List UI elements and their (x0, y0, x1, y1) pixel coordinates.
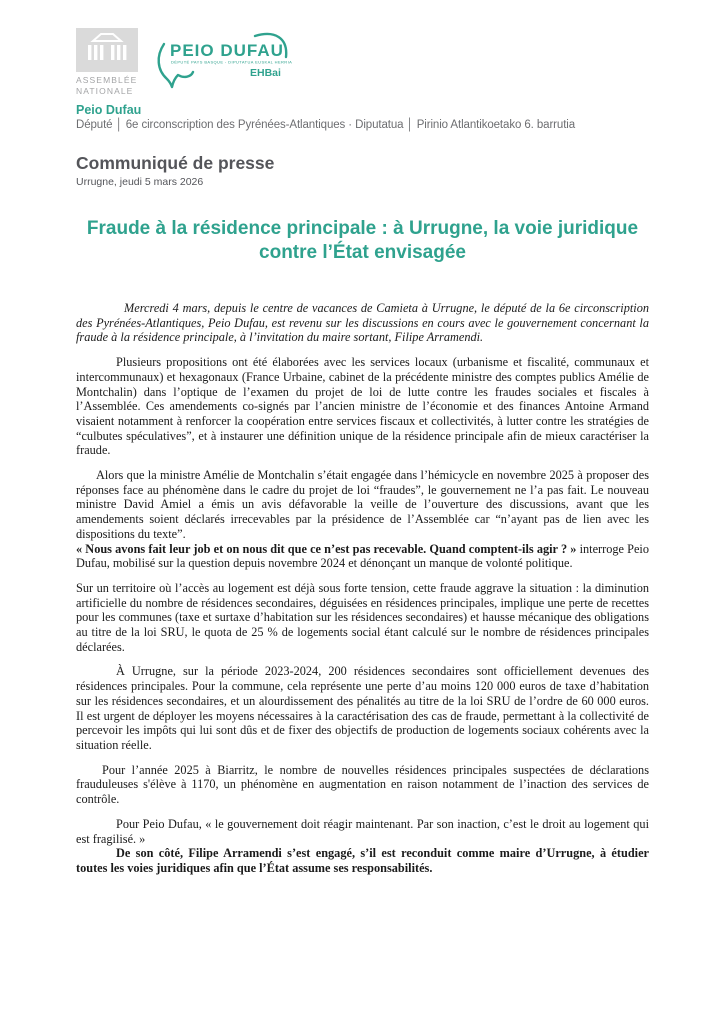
paragraph (76, 664, 649, 752)
header (0, 0, 725, 188)
paragraph-run: De son côté, Filipe Arramendi s’est engagé, s’il est reconduit comme maire d’Urrugne, à étudier toutes les voies juridiques afin que l’État assume ses responsabilités. (76, 846, 649, 875)
author-role: Député │ 6e circonscription des Pyrénées-Atlantiques · Diputatua │ Pirinio Atlantikoetako 6. barrutia (76, 119, 576, 131)
paragraph-run: Sur un territoire où l’accès au logement est déjà sous forte tension, cette fraude aggrave la situation : la diminution artificielle du nombre de résidences secondaires, déguisées en résidences principales, implique une perte de recettes pour les communes (taxe et surtaxe d’habitation sur les résidences secondaires) et hausse mécanique des obligations au titre de la loi SRU, le quota de 25 % de logements social étant calculé sur le nombre de résidences principales déclarées. (76, 580, 649, 654)
author-block (76, 103, 649, 132)
dateline: Urrugne, jeudi 5 mars 2026 (76, 176, 204, 188)
paragraph-run: Alors que la ministre Amélie de Montchalin s’était engagée dans l’hémicycle en novembre 2025 à proposer des réponses face au phénomène dans le cadre du projet de loi “fraudes”, le gouvernement ne l’a pas fait. Le nouveau ministre David Amiel a émis un avis défavorable la veille de l’ouverture des discussions, avant que les amendements soient déclarés irrecevables par la présidence de l’Assemblée car “n’ayant pas de lien avec les dispositions du texte”. (76, 468, 649, 541)
assemblee-nationale-wordmark (76, 75, 142, 96)
paragraph (76, 542, 649, 571)
paragraph-run: À Urrugne, sur la période 2023-2024, 200 résidences secondaires sont officiellement devenues des résidences principales. Pour la commune, cela représente une perte d’au moins 120 000 euros de taxe d’habitation sur les résidences secondaires, et un alourdissement des pénalités au titre de la loi SRU de l’ordre de 60 000 euros. Il est urgent de déployer les moyens nécessaires à la caractérisation des cas de fraude, permettant à la collectivité de percevoir les impôts qui lui sont dûs et de fixer des objectifs de production de logements sociaux cohérents avec la situation réelle. (76, 664, 649, 752)
paragraph (76, 301, 649, 345)
pd-logo-org: EHBai (250, 67, 281, 79)
paragraph (76, 581, 649, 655)
paragraph (76, 817, 649, 846)
peio-dufau-logo (152, 29, 304, 96)
page-title: Fraude à la résidence principale : à Urrugne, la voie juridique contre l’État envisagée (86, 218, 639, 263)
paragraph (76, 763, 649, 807)
paragraph (76, 468, 649, 542)
paragraph-run: Mercredi 4 mars, depuis le centre de vacances de Camieta à Urrugne, le député de la 6e circonscription des Pyrénées-Atlantiques, Peio Dufau, est revenu sur les discussions en cours avec le gouvernement concernant la fraude à la résidence principale, à l’invitation du maire sortant, Filipe Arramendi. (76, 301, 649, 345)
pd-logo-name: PEIO DUFAU (170, 41, 284, 60)
paragraph-run: Plusieurs propositions ont été élaborées avec les services locaux (urbanisme et fiscalité, communaux et intercommunaux) et hexagonaux (France Urbaine, cabinet de la précédente ministre des comptes publics Amélie de Montchalin) dans l’optique de l’examen du projet de loi de lutte contre les fraudes sociales et fiscales à l’Assemblée. Ces amendements co-signés par l’ancien ministre de l’économie et des finances Antoine Armand visaient notamment à renforcer la coopération entre services fiscaux et collectivités, à lutter contre les stratégies de “culbutes spéculatives”, et à instaurer une définition unique de la résidence principale afin de mieux caractériser la fraude. (76, 355, 649, 458)
an-wordmark-line1: ASSEMBLÉE (76, 75, 138, 85)
paragraph-run: Pour l’année 2025 à Biarritz, le nombre de nouvelles résidences principales suspectées de déclarations frauduleuses s'élève à 1170, un phénomène en augmentation en raison notamment de l’inaction des services de contrôle. (76, 762, 649, 807)
paragraph-run: « Nous avons fait leur job et on nous dit que ce n’est pas recevable. Quand comptent-ils agir ? » (76, 541, 577, 556)
assemblee-nationale-building-icon (76, 28, 138, 72)
paragraph (76, 355, 649, 458)
an-wordmark-line2: NATIONALE (76, 85, 134, 96)
paragraph-run: interroge Peio Dufau, mobilisé sur la question depuis novembre 2024 et dénonçant un manque de volonté politique. (76, 541, 649, 571)
author-name: Peio Dufau (76, 103, 142, 117)
pd-logo-tagline: DÉPUTÉ PAYS BASQUE - DIPUTATUA EUSKAL HERRIA (171, 59, 293, 65)
assemblee-nationale-logo (76, 28, 142, 96)
logo-row (76, 28, 649, 96)
paragraph-run: Pour Peio Dufau, « le gouvernement doit réagir maintenant. Par son inaction, c’est le droit au logement qui est fragilisé. » (76, 816, 649, 846)
paragraph (76, 846, 649, 875)
document-type-heading: Communiqué de presse (76, 153, 275, 173)
body-text (0, 301, 725, 876)
